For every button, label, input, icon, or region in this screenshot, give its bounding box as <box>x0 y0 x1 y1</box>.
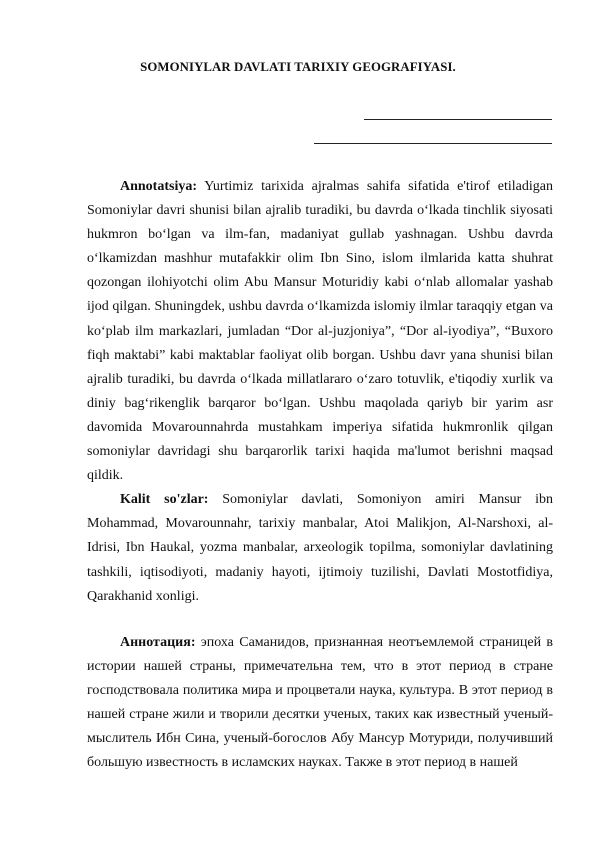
author-line <box>364 119 552 120</box>
annotation-ru-text: эпоха Саманидов, признанная неотъемлемой страницей в истории нашей страны, примечательна тем, что в этот период в стране господствовала политика мира и процветали наука, культура. В этот период в нашей стране жили и творили десятки ученых, таких как известный ученый-мыслитель Ибн Сина, ученый-богослов Абу Мансур Мотуриди, получивший большую известность в исламских науках. Также в этот период в нашей <box>87 634 553 771</box>
annotation-ru-paragraph <box>87 631 553 776</box>
annotation-uz-paragraph <box>87 175 553 488</box>
annotation-uz-label: Annotatsiya: <box>120 179 198 194</box>
keywords-uz-label: Kalit so'zlar: <box>120 492 209 508</box>
page-title: SOMONIYLAR DAVLATI TARIXIY GEOGRAFIYASI. <box>140 60 456 74</box>
paragraph-gap <box>87 609 553 631</box>
body-text <box>87 175 553 775</box>
annotation-ru-label: Аннотация: <box>120 634 196 650</box>
keywords-uz-text: Somoniylar davlati, Somoniyon amiri Mansur ibn Mohammad, Movarounnahr, tarixiy manbalar, Atoi Malikjon, Al-Narshoxi, al-Idrisi, Ibn Haukal, yozma manbalar, arxeologik topilma, somoniylar davlatining tashkili, iqtisodiyoti, madaniy hayoti, ijtimoiy tuzilishi, Davlati Mostotfidiya, Qarakhanid xonligi. <box>87 492 554 604</box>
affiliation-line <box>314 143 552 144</box>
keywords-uz-paragraph <box>87 488 553 608</box>
annotation-uz-text: Yurtimiz tarixida ajralmas sahifa sifatida e'tirof etiladigan Somoniylar davri shunisi bilan ajralib turadiki, bu davrda o‘lkada tinchlik siyosati hukmron bo‘lgan va ilm-fan, madaniyat gullab yashnagan. Ushbu davrda o‘lkamizdan mashhur mutafakkir olim Ibn Sino, islom ilmlarida katta shuhrat qozongan ilohiyotchi olim Abu Mansur Moturidiy kabi o‘nlab allomalar yashab ijod qilgan. Shuningdek, ushbu davrda o‘lkamizda islomiy ilmlar taraqqiy etgan va ko‘plab ilm markazlari, jumladan “Dor al-juzjoniya”, “Dor al-iyodiya”, “Buxoro fiqh maktabi” kabi maktablar faoliyat olib borgan. Ushbu davr yana shunisi bilan ajralib turadiki, bu davrda o‘lkada millatlararo o‘zaro totuvlik, e'tiqodiy xurlik va diniy bag‘rikenglik barqaror bo‘lgan. Ushbu maqolada qariyb bir yarim asr davomida Movarounnahrda mustahkam imperiya sifatida hukmronlik qilgan somoniylar davridagi shu barqarorlik tarixi haqida ma'lumot berishni maqsad qildik. <box>87 179 553 484</box>
